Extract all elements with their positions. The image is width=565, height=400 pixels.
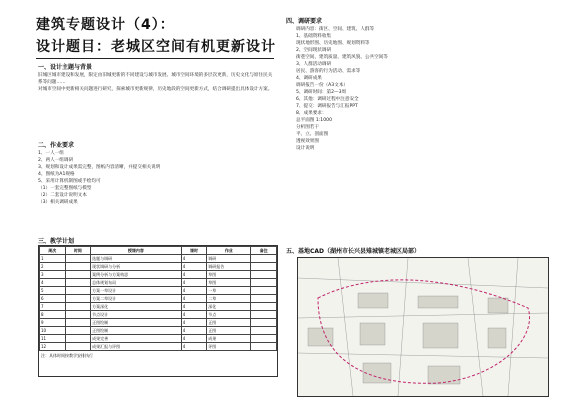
table-cell xyxy=(65,311,91,319)
table-cell xyxy=(251,279,277,287)
table-cell: 3 xyxy=(40,271,66,279)
list-item: 2、两人一组调研 xyxy=(38,158,74,163)
table-cell: 节点设计 xyxy=(91,311,182,319)
table-cell: 4 xyxy=(181,319,207,327)
section3-title: 三、教学计划 xyxy=(38,238,75,245)
table-cell: 成果 xyxy=(207,335,251,343)
table-cell xyxy=(65,295,91,303)
table-cell: 2 xyxy=(40,263,66,271)
section1-title: 一、设计主题与背景 xyxy=(38,64,93,71)
site-map-drawing xyxy=(298,258,548,396)
table-cell: 4 xyxy=(181,287,207,295)
table-cell: 4 xyxy=(181,295,207,303)
site-cad-map xyxy=(297,257,549,397)
table-cell xyxy=(65,319,91,327)
table-cell: 4 xyxy=(181,335,207,343)
title-divider xyxy=(36,58,274,59)
table-cell: 正图绘制 xyxy=(91,319,182,327)
table-cell: 4 xyxy=(181,263,207,271)
table-cell: 正图 xyxy=(207,319,251,327)
table-cell: 4 xyxy=(181,303,207,311)
table-cell xyxy=(251,295,277,303)
table-cell: 草图 xyxy=(207,279,251,287)
table-cell: 调研 xyxy=(207,255,251,263)
table-cell: 4 xyxy=(181,343,207,351)
table-cell: 选题与调研 xyxy=(91,255,182,263)
table-cell: 成果汇报与评图 xyxy=(91,343,182,351)
table-cell: 方案一草设计 xyxy=(91,287,182,295)
table-header: 周次 xyxy=(40,247,66,255)
table-header: 备注 xyxy=(251,247,277,255)
table-header: 时间 xyxy=(65,247,91,255)
design-topic-title: 设计题目：老城区空间有机更新设计 xyxy=(36,39,276,55)
table-cell: 二草 xyxy=(207,295,251,303)
table-cell: 10 xyxy=(40,327,66,335)
table-cell: 11 xyxy=(40,335,66,343)
table-cell xyxy=(251,311,277,319)
table-cell xyxy=(251,271,277,279)
table-row xyxy=(40,327,277,335)
table-cell: 4 xyxy=(40,279,66,287)
table-cell xyxy=(251,335,277,343)
document-title: 建筑专题设计（4）： xyxy=(36,17,175,33)
section5-title: 五、基地CAD（湖州市长兴县雉城镇老城区局部） xyxy=(286,248,421,255)
list-item: （2）二套设计说明文本 xyxy=(38,193,87,198)
table-cell: 4 xyxy=(181,271,207,279)
table-cell: 正图绘制 xyxy=(91,327,182,335)
table-cell xyxy=(251,255,277,263)
list-item: 3、规划和设计成果需完整，图纸内容清晰，并提交相关说明 xyxy=(38,165,161,170)
table-row xyxy=(40,263,277,271)
table-cell: 一草 xyxy=(207,287,251,295)
section1-text: 旧城区城市建设和发展，限定由旧城更新的不同建设与城市发展、城市空间环境的多层次更新，历史文化与原住民关系等问题…… 对城市空间中更新相关问题进行研究，探索城市更新规律，历史地段的空间更新方式，结合调研提出具体设计方案。 xyxy=(38,73,273,92)
table-cell xyxy=(65,263,91,271)
section4-text: 调研内容：街区、空间、建筑、人群等 1、基础资料收集 现状地形图、历史地图、规划资料等 2、空间现状调研 街巷空间、建筑质量、建筑风貌、公共空间等 3、人群活动调研 居民、游客的行为活动、需求等 4、调研成果 调研报告一份（A3文本） 5、调研时间：第2—3周 6、其他：调研过程中注意安全 7、提交：调研报告与汇报PPT 8、成果要求： 总平面图 1:1000 分析图若干 平、立、剖面图 透视效果图 设计说明 xyxy=(296,27,388,151)
table-cell: 1 xyxy=(40,255,66,263)
list-item: 5、采用计算机制图或手绘均可 xyxy=(38,179,101,184)
table-cell: 4 xyxy=(181,327,207,335)
table-cell: 深化 xyxy=(207,303,251,311)
table-cell: 8 xyxy=(40,311,66,319)
list-item: （1）一套完整图纸与模型 xyxy=(38,186,92,191)
table-cell xyxy=(65,303,91,311)
table-cell: 9 xyxy=(40,319,66,327)
table-cell xyxy=(251,287,277,295)
table-header: 作业 xyxy=(207,247,251,255)
table-row xyxy=(40,255,277,263)
table-cell: 评图 xyxy=(207,343,251,351)
table-cell: 方案深化 xyxy=(91,303,182,311)
table-cell: 方案二草设计 xyxy=(91,295,182,303)
table-row xyxy=(40,287,277,295)
table-cell: 调研报告 xyxy=(207,263,251,271)
table-row xyxy=(40,303,277,311)
table-row xyxy=(40,279,277,287)
table-cell: 5 xyxy=(40,287,66,295)
table-cell: 4 xyxy=(181,279,207,287)
table-row xyxy=(40,271,277,279)
table-cell: 7 xyxy=(40,303,66,311)
table-cell: 12 xyxy=(40,343,66,351)
table-cell xyxy=(251,263,277,271)
table-row xyxy=(40,295,277,303)
table-cell xyxy=(251,303,277,311)
table-header: 课时 xyxy=(181,247,207,255)
section2-list xyxy=(38,150,276,206)
list-item: 4、图纸为A1规格 xyxy=(38,172,75,177)
section4-title: 四、调研要求 xyxy=(286,18,323,25)
table-cell: 节点 xyxy=(207,311,251,319)
table-cell: 4 xyxy=(181,311,207,319)
table-cell xyxy=(65,255,91,263)
table-cell: 现状调研与分析 xyxy=(91,263,182,271)
teaching-plan-table xyxy=(38,245,278,377)
table-row xyxy=(40,343,277,351)
table-footnote: 注：具体时间按教学安排执行 xyxy=(41,353,93,358)
table-cell: 总体规划布局 xyxy=(91,279,182,287)
table-cell xyxy=(65,287,91,295)
table-cell xyxy=(251,343,277,351)
table-cell: 成果完善 xyxy=(91,335,182,343)
table-cell xyxy=(65,279,91,287)
section2-title: 二、作业要求 xyxy=(38,142,75,149)
table-cell: 6 xyxy=(40,295,66,303)
table-cell xyxy=(65,327,91,335)
table-cell xyxy=(65,271,91,279)
table-header: 授课内容 xyxy=(91,247,182,255)
table-cell: 4 xyxy=(181,255,207,263)
table-row xyxy=(40,319,277,327)
table-cell: 正图 xyxy=(207,327,251,335)
list-item: （3）相关调研成果 xyxy=(38,200,78,205)
table-cell xyxy=(65,343,91,351)
table-cell: 草图 xyxy=(207,271,251,279)
table-cell: 案例分析与方案构思 xyxy=(91,271,182,279)
table-cell xyxy=(251,327,277,335)
list-item: 1、一人一组 xyxy=(38,151,64,156)
table-row xyxy=(40,311,277,319)
table-cell xyxy=(65,335,91,343)
table-row xyxy=(40,335,277,343)
table-cell xyxy=(251,319,277,327)
